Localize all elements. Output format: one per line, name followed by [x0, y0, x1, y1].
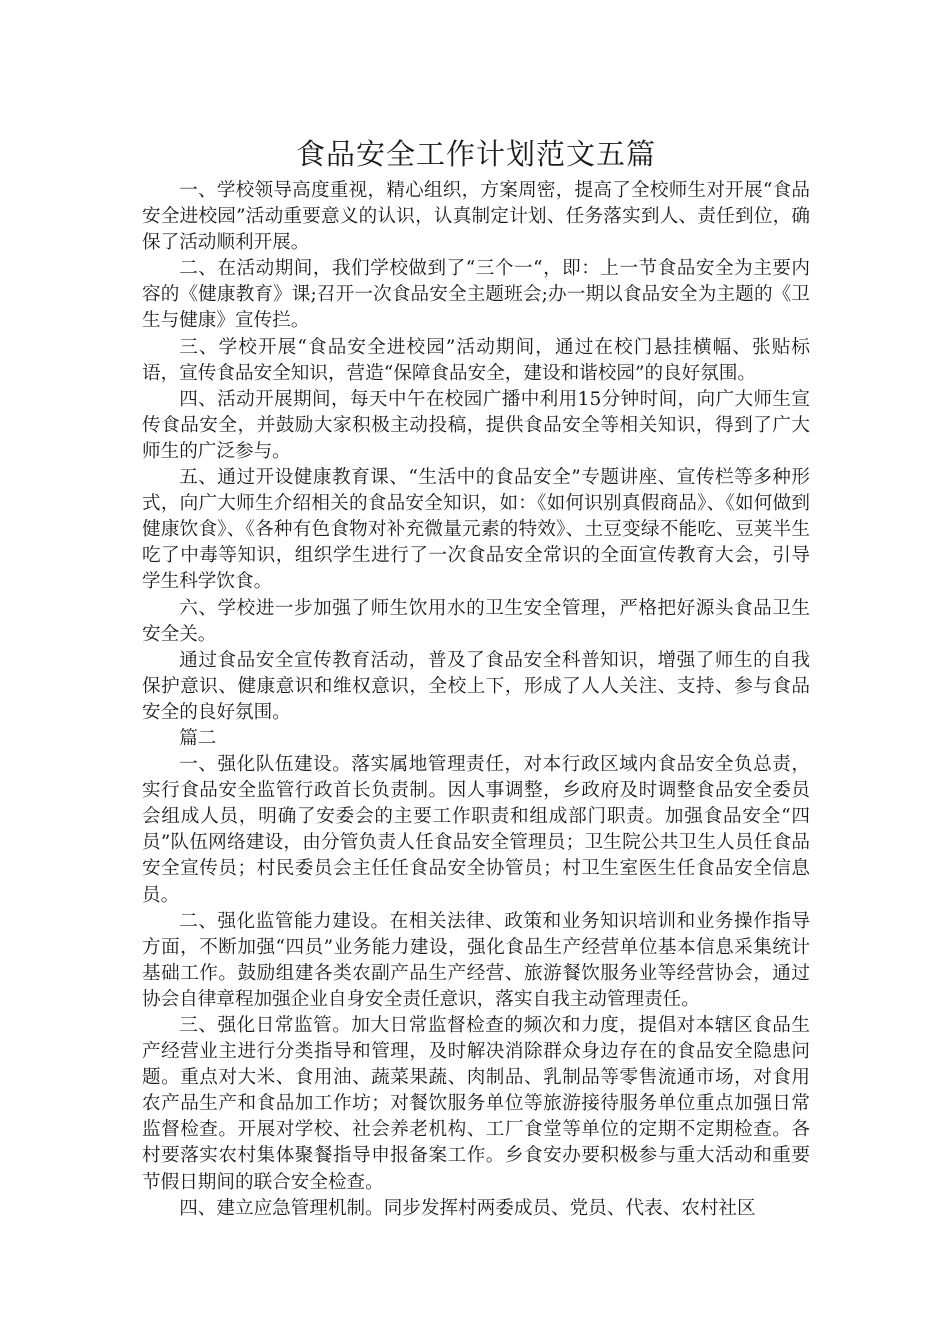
paragraph-8: 一、强化队伍建设。落实属地管理责任，对本行政区域内食品安全负总责，实行食品安全监管行政首长负责制。因人事调整，乡政府及时调整食品安全委员会组成人员，明确了安委会的主要工作职责和组成部门职责。加强食品安全“四员”队伍网络建设，由分管负责人任食品安全管理员；卫生院公共卫生人员任食品安全宣传员；村民委员会主任任食品安全协管员；村卫生室医生任食品安全信息员。: [142, 754, 810, 906]
paragraph-6: 六、学校进一步加强了师生饮用水的卫生安全管理，严格把好源头食品卫生安全关。: [142, 597, 810, 645]
paragraph-9: 二、强化监管能力建设。在相关法律、政策和业务知识培训和业务操作指导方面，不断加强“四员”业务能力建设，强化食品生产经营单位基本信息采集统计基础工作。鼓励组建各类农副产品生产经营、旅游餐饮服务业等经营协会，通过协会自律章程加强企业自身安全责任意识，落实自我主动管理责任。: [142, 910, 810, 1010]
document-title: 食品安全工作计划范文五篇: [295, 137, 656, 171]
paragraph-summary: 通过食品安全宣传教育活动，普及了食品安全科普知识，增强了师生的自我保护意识、健康意识和维权意识，全校上下，形成了人人关注、支持、参与食品安全的良好氛围。: [142, 649, 810, 723]
document-body: [142, 134, 810, 1222]
paragraph-4: 四、活动开展期间，每天中午在校园广播中利用15分钟时间，向广大师生宣传食品安全，并鼓励大家积极主动投稿，提供食品安全等相关知识，得到了广大师生的广泛参与。: [142, 388, 810, 462]
paragraph-5: 五、通过开设健康教育课、“生活中的食品安全”专题讲座、宣传栏等多种形式，向广大师生介绍相关的食品安全知识，如：《如何识别真假商品》、《如何做到健康饮食》、《各种有色食物对补充微量元素的特效》、土豆变绿不能吃、豆荚半生吃了中毒等知识，组织学生进行了一次食品安全常识的全面宣传教育大会，引导学生科学饮食。: [142, 467, 810, 593]
paragraph-3: 三、学校开展“食品安全进校园”活动期间，通过在校门悬挂横幅、张贴标语，宣传食品安全知识，营造“保障食品安全，建设和谐校园”的良好氛围。: [142, 336, 810, 384]
paragraph-2: 二、在活动期间，我们学校做到了“三个一“，即：上一节食品安全为主要内容的《健康教育》课;召开一次食品安全主题班会;办一期以食品安全为主题的《卫生与健康》宣传拦。: [142, 258, 810, 332]
paragraph-11: 四、建立应急管理机制。同步发挥村两委成员、党员、代表、农村社区: [179, 1197, 756, 1219]
section-heading: 篇二: [179, 727, 217, 749]
paragraph-10: 三、强化日常监管。加大日常监督检查的频次和力度，提倡对本辖区食品生产经营业主进行分类指导和管理，及时解决消除群众身边存在的食品安全隐患问题。重点对大米、食用油、蔬菜果蔬、肉制品、乳制品等零售流通市场，对食用农产品生产和食品加工作坊；对餐饮服务单位等旅游接待服务单位重点加强日常监督检查。开展对学校、社会养老机构、工厂食堂等单位的定期不定期检查。各村要落实农村集体聚餐指导申报备案工作。乡食安办要积极参与重大活动和重要节假日期间的联合安全检查。: [142, 1015, 810, 1193]
paragraph-1: 一、学校领导高度重视，精心组织，方案周密，提高了全校师生对开展“食品安全进校园”活动重要意义的认识，认真制定计划、任务落实到人、责任到位，确保了活动顺利开展。: [142, 180, 810, 254]
